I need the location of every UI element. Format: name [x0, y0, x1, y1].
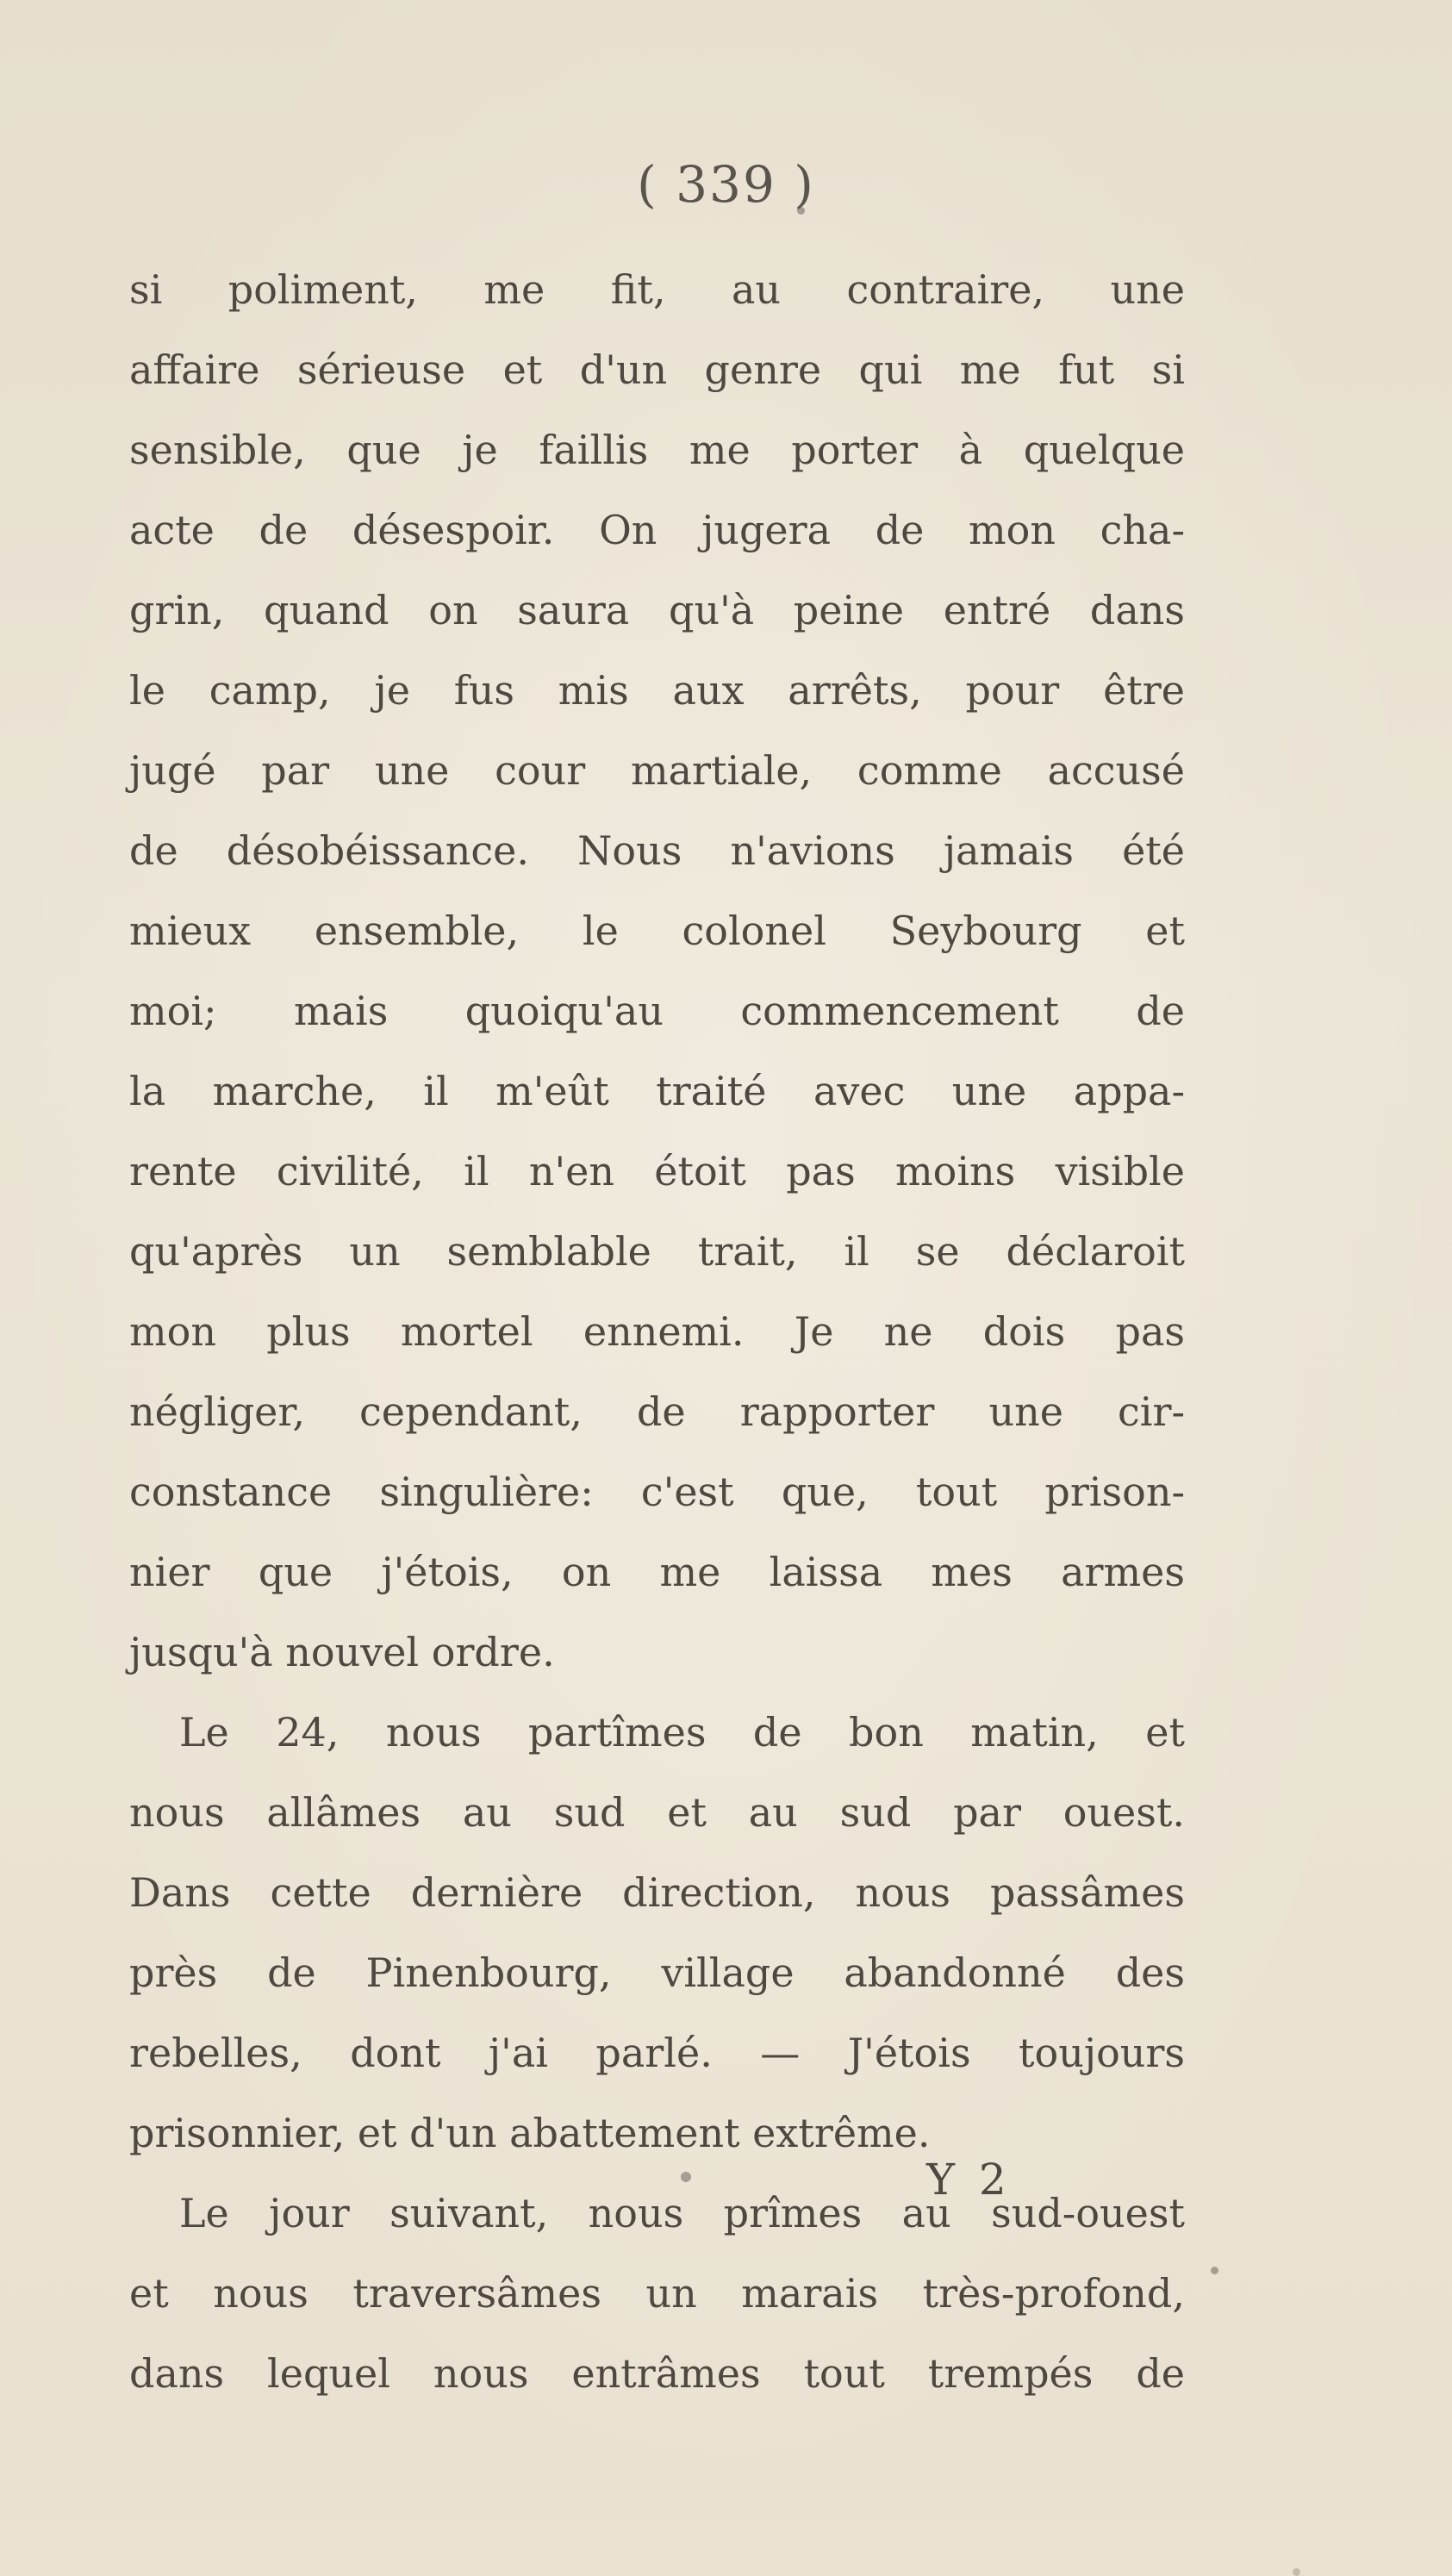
text-line: qu'après un semblable trait, il se déclaroit: [129, 1228, 1185, 1275]
text-line: et nous traversâmes un marais très-profond,: [129, 2270, 1185, 2317]
text-line-paragraph-start: Le 24, nous partîmes de bon matin, et: [179, 1709, 1185, 1756]
text-line: Dans cette dernière direction, nous passâmes: [129, 1869, 1185, 1916]
text-line: mieux ensemble, le colonel Seybourg et: [129, 908, 1185, 954]
text-line: mon plus mortel ennemi. Je ne dois pas: [129, 1308, 1185, 1355]
text-line: moi; mais quoiqu'au commencement de: [129, 988, 1185, 1034]
ink-speck: [1211, 2267, 1218, 2274]
text-line: acte de désespoir. On jugera de mon cha-: [129, 507, 1185, 553]
text-line: le camp, je fus mis aux arrêts, pour être: [129, 667, 1185, 714]
text-line: si poliment, me fit, au contraire, une: [129, 266, 1185, 313]
text-line: sensible, que je faillis me porter à quelque: [129, 427, 1185, 473]
text-line: dans lequel nous entrâmes tout trempés de: [129, 2350, 1185, 2397]
text-line-paragraph-start: Le jour suivant, nous prîmes au sud-ouest: [179, 2190, 1185, 2236]
text-line-paragraph-end: prisonnier, et d'un abattement extrême.: [129, 2110, 931, 2156]
text-line: nier que j'étois, on me laissa mes armes: [129, 1549, 1185, 1595]
text-line: rente civilité, il n'en étoit pas moins visible: [129, 1148, 1185, 1194]
text-line: la marche, il m'eût traité avec une appa-: [129, 1068, 1185, 1114]
text-line: de désobéissance. Nous n'avions jamais été: [129, 827, 1185, 874]
text-line: près de Pinenbourg, village abandonné des: [129, 1949, 1185, 1996]
signature-mark: Y 2: [926, 2155, 1012, 2205]
text-line: constance singulière: c'est que, tout prison-: [129, 1469, 1185, 1515]
page-number-header: ( 339 ): [637, 155, 815, 214]
ink-speck: [1293, 2568, 1300, 2576]
text-line: négliger, cependant, de rapporter une cir-: [129, 1388, 1185, 1435]
text-line-paragraph-end: jusqu'à nouvel ordre.: [129, 1629, 555, 1675]
text-line: affaire sérieuse et d'un genre qui me fut si: [129, 346, 1185, 393]
body-text: [129, 250, 1185, 2414]
text-line: jugé par une cour martiale, comme accusé: [129, 747, 1185, 794]
text-line: nous allâmes au sud et au sud par ouest.: [129, 1789, 1185, 1836]
text-line: grin, quand on saura qu'à peine entré dans: [129, 587, 1185, 633]
text-line: rebelles, dont j'ai parlé. — J'étois toujours: [129, 2030, 1185, 2076]
